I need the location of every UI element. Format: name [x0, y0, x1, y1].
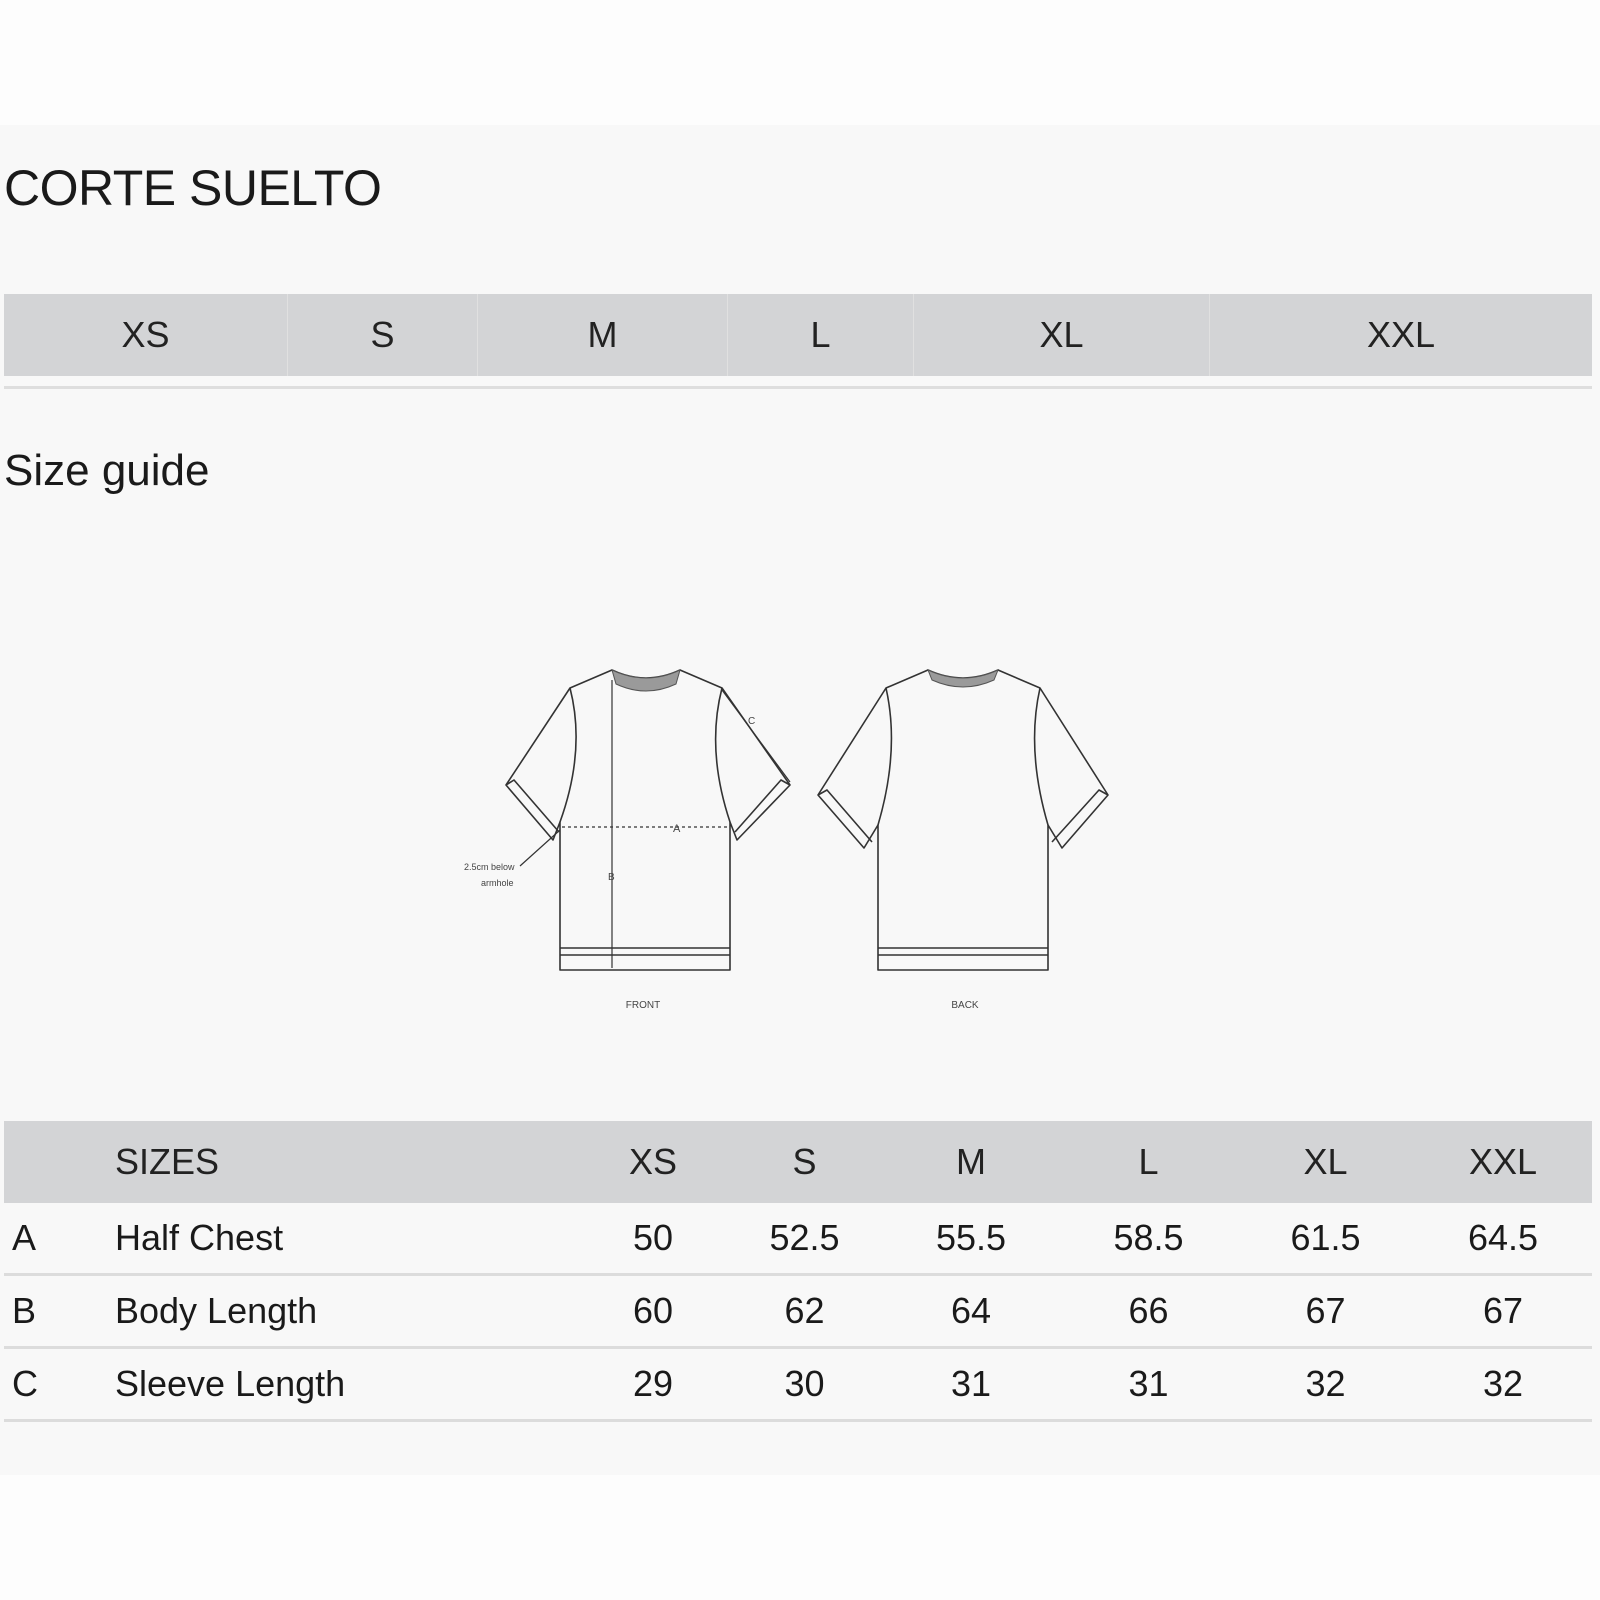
cell-value: 32: [1414, 1348, 1592, 1421]
front-collar: [612, 670, 680, 691]
cell-value: 32: [1237, 1348, 1414, 1421]
header-size: XS: [579, 1121, 727, 1203]
row-code: B: [4, 1275, 109, 1348]
header-size: XL: [1237, 1121, 1414, 1203]
cell-value: 67: [1237, 1275, 1414, 1348]
tshirt-diagram: [440, 640, 1120, 1020]
cell-value: 30: [727, 1348, 882, 1421]
row-code: C: [4, 1348, 109, 1421]
armhole-note-line1: 2.5cm below: [464, 862, 515, 872]
cell-value: 55.5: [882, 1203, 1060, 1275]
table-row: [4, 1203, 1592, 1275]
header-sizes-label: SIZES: [109, 1121, 579, 1203]
back-shirt-outline: [818, 670, 1108, 970]
marker-a: A: [673, 823, 681, 835]
cell-value: 60: [579, 1275, 727, 1348]
row-label: Half Chest: [109, 1203, 579, 1275]
cell-value: 64: [882, 1275, 1060, 1348]
header-size: L: [1060, 1121, 1237, 1203]
size-guide-heading: Size guide: [4, 446, 210, 495]
row-code: A: [4, 1203, 109, 1275]
table-header-row: [4, 1121, 1592, 1203]
size-option-xxl[interactable]: XXL: [1366, 314, 1436, 355]
cell-value: 29: [579, 1348, 727, 1421]
divider: [4, 386, 1592, 389]
size-option-l[interactable]: L: [728, 294, 914, 376]
note-pointer: [520, 830, 560, 866]
size-option-s[interactable]: S: [288, 294, 478, 376]
cell-value: 61.5: [1237, 1203, 1414, 1275]
size-selector-bar: [4, 294, 1592, 376]
row-label: Body Length: [109, 1275, 579, 1348]
measure-line-c: [722, 690, 790, 782]
size-option-xl[interactable]: XL: [914, 294, 1210, 376]
header-size: XXL: [1414, 1121, 1592, 1203]
size-guide-table: [4, 1121, 1592, 1422]
page-title: CORTE SUELTO: [4, 160, 382, 216]
row-label: Sleeve Length: [109, 1348, 579, 1421]
cell-value: 31: [1060, 1348, 1237, 1421]
header-size: M: [882, 1121, 1060, 1203]
size-option-m[interactable]: M: [478, 294, 728, 376]
header-size: S: [727, 1121, 882, 1203]
cell-value: 31: [882, 1348, 1060, 1421]
cell-value: 62: [727, 1275, 882, 1348]
table-row: [4, 1348, 1592, 1421]
armhole-note-line2: armhole: [481, 878, 514, 888]
header-code-cell: [4, 1121, 109, 1203]
back-collar: [928, 670, 998, 687]
marker-b: B: [608, 872, 615, 883]
marker-c: C: [748, 716, 756, 727]
cell-value: 67: [1414, 1275, 1592, 1348]
cell-value: 66: [1060, 1275, 1237, 1348]
back-label: BACK: [951, 1000, 979, 1011]
cell-value: 64.5: [1414, 1203, 1592, 1275]
cell-value: 58.5: [1060, 1203, 1237, 1275]
cell-value: 52.5: [727, 1203, 882, 1275]
front-label: FRONT: [625, 1000, 661, 1011]
cell-value: 50: [579, 1203, 727, 1275]
table-row: [4, 1275, 1592, 1348]
size-option-xs[interactable]: XS: [4, 294, 288, 376]
